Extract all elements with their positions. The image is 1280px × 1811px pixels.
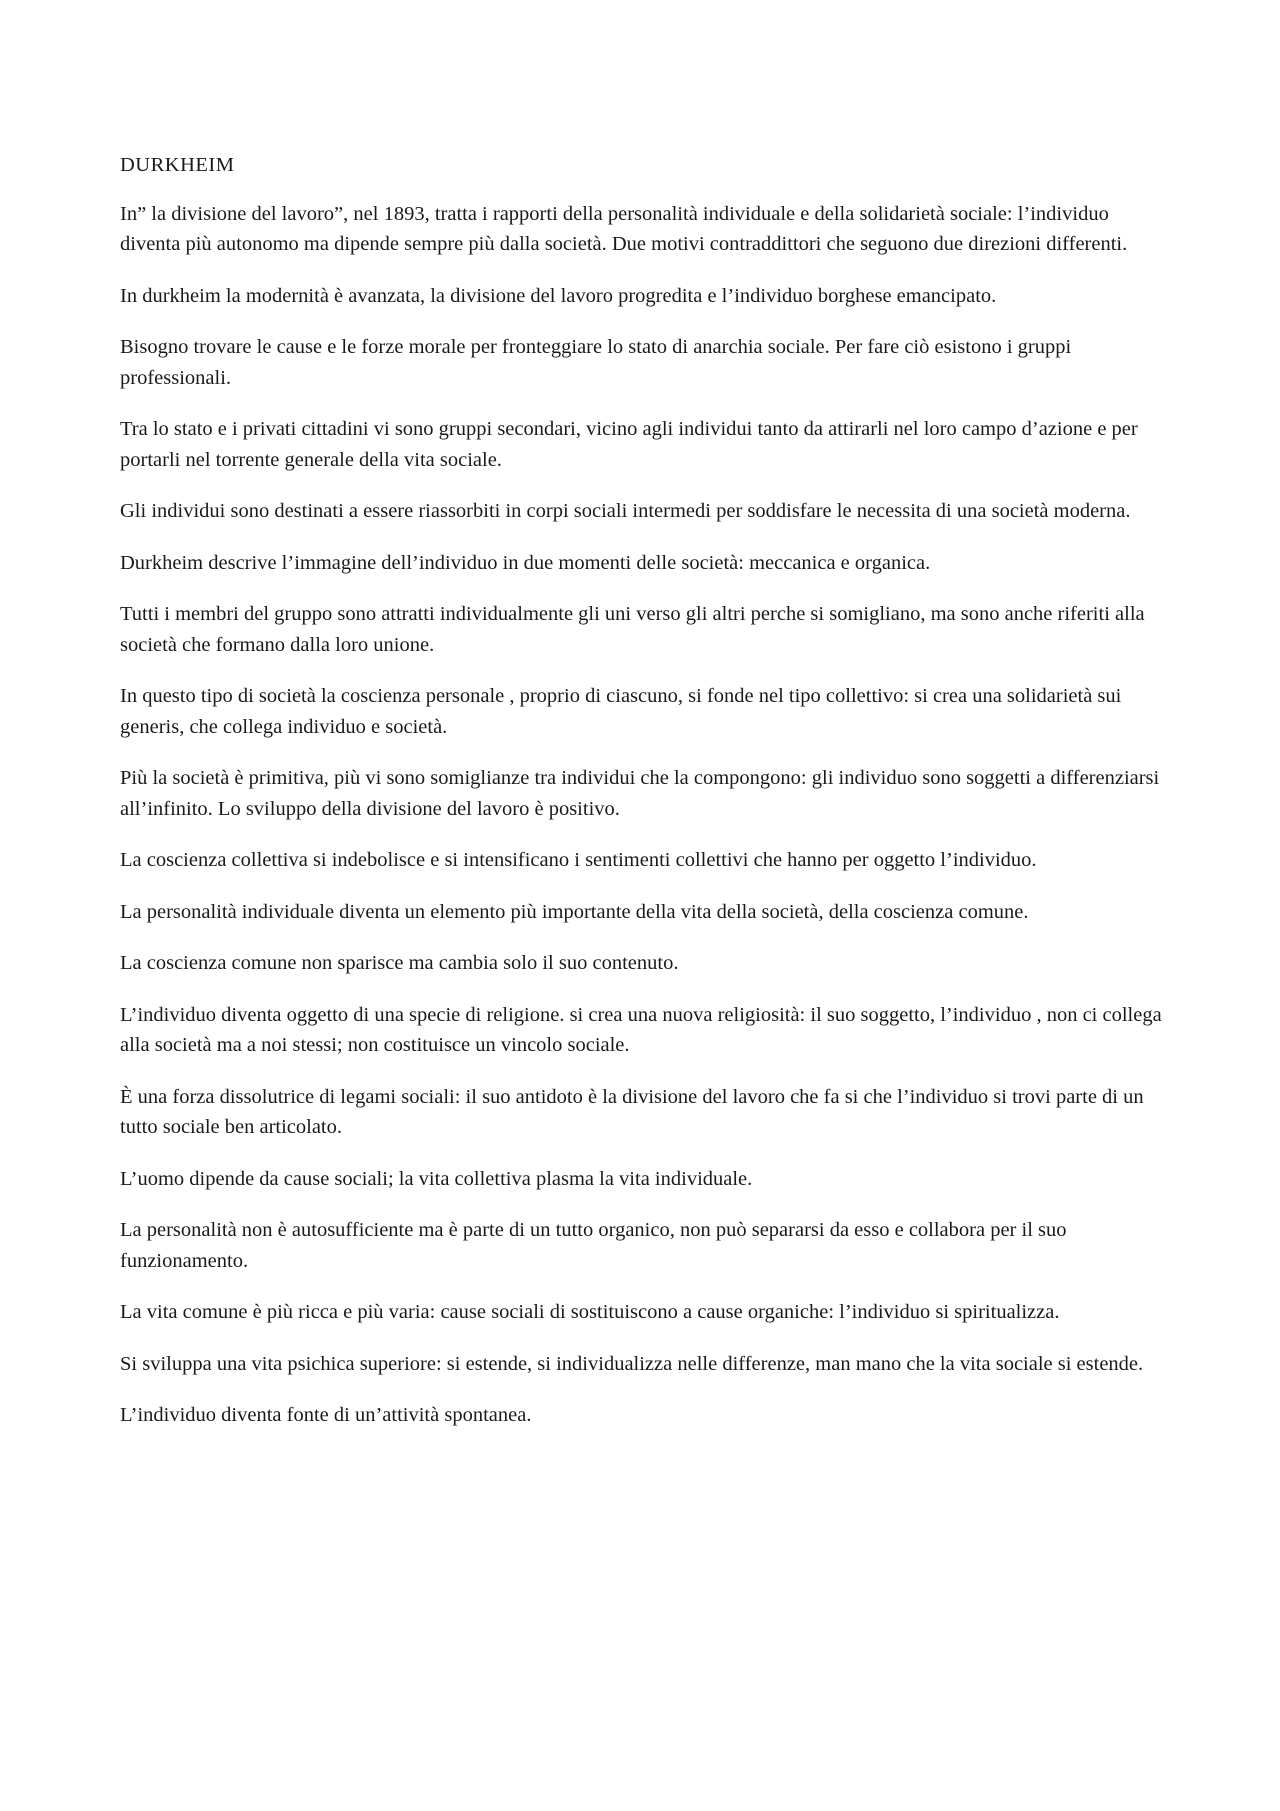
paragraph: La personalità non è autosufficiente ma è parte di un tutto organico, non può separarsi da esso e collabora per il suo funzionamento. [120,1219,1067,1272]
paragraph: La personalità individuale diventa un elemento più importante della vita della società, della coscienza comune. [120,900,1029,923]
paragraph: La coscienza comune non sparisce ma cambia solo il suo contenuto. [120,952,679,974]
paragraph: In” la divisione del lavoro”, nel 1893, tratta i rapporti della personalità individuale e della solidarietà sociale: l’individuo diventa più autonomo ma dipende sempre più dalla società. Due motivi contraddittori che seguono due direzioni differenti. [120,202,1128,255]
paragraph: L’individuo diventa oggetto di una specie di religione. si crea una nuova religiosità: il suo soggetto, l’individuo , non ci collega alla società ma a noi stessi; non costituisce un vincolo sociale. [120,1003,1162,1056]
paragraph: In durkheim la modernità è avanzata, la divisione del lavoro progredita e l’individuo borghese emancipato. [120,284,997,307]
document-title: DURKHEIM [120,154,235,176]
paragraph: Gli individui sono destinati a essere riassorbiti in corpi sociali intermedi per soddisfare le necessita di una società moderna. [120,500,1131,522]
paragraph: L’uomo dipende da cause sociali; la vita collettiva plasma la vita individuale. [120,1167,753,1190]
paragraph: In questo tipo di società la coscienza personale , proprio di ciascuno, si fonde nel tipo collettivo: si crea una solidarietà sui generis, che collega individuo e società. [120,685,1122,738]
paragraph: È una forza dissolutrice di legami sociali: il suo antidoto è la divisione del lavoro che fa si che l’individuo si trovi parte di un tutto sociale ben articolato. [120,1085,1144,1138]
paragraph: Si sviluppa una vita psichica superiore: si estende, si individualizza nelle differenze, man mano che la vita sociale si estende. [120,1352,1144,1375]
paragraph: La vita comune è più ricca e più varia: cause sociali di sostituiscono a cause organiche: l’individuo si spiritualizza. [120,1301,1060,1323]
paragraph: La coscienza collettiva si indebolisce e si intensificano i sentimenti collettivi che hanno per oggetto l’individuo. [120,849,1037,871]
paragraph: Tutti i membri del gruppo sono attratti individualmente gli uni verso gli altri perche si somigliano, ma sono anche riferiti alla società che formano dalla loro unione. [120,603,1145,656]
paragraph: Bisogno trovare le cause e le forze morale per fronteggiare lo stato di anarchia sociale. Per fare ciò esistono i gruppi professionali. [120,336,1072,389]
paragraph: Durkheim descrive l’immagine dell’individuo in due momenti delle società: meccanica e organica. [120,551,931,574]
paragraph: L’individuo diventa fonte di un’attività spontanea. [120,1404,532,1426]
paragraph: Più la società è primitiva, più vi sono somiglianze tra individui che la compongono: gli individuo sono soggetti a differenziarsi all’infinito. Lo sviluppo della divisione del lavoro è positivo. [120,767,1160,820]
paragraph: Tra lo stato e i privati cittadini vi sono gruppi secondari, vicino agli individui tanto da attirarli nel loro campo d’azione e per portarli nel torrente generale della vita sociale. [120,418,1138,471]
